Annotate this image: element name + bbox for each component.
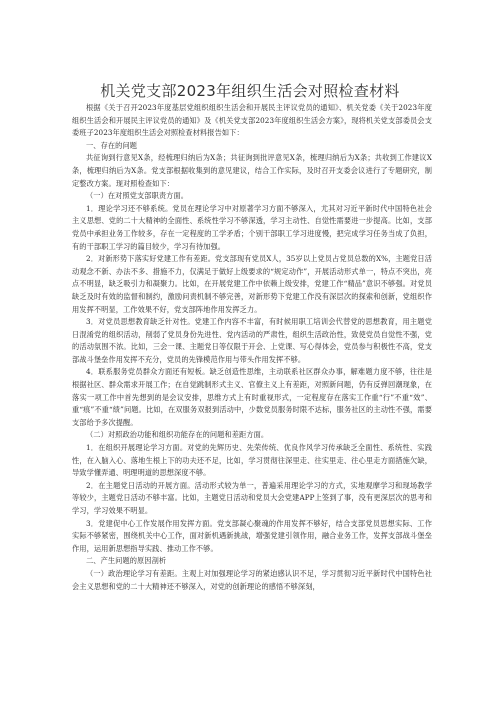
document-title: 机关党支部2023年组织生活会对照检查材料 xyxy=(100,82,400,100)
section-heading-causes: 二、产生问题的原因剖析 xyxy=(86,556,167,566)
section-heading-problems: 一、存在的问题 xyxy=(86,140,138,150)
document-body xyxy=(72,102,432,593)
paragraph-item-2b: 2．在主题党日活动的开展方面。活动形式较为单一，普遍采用理论学习的方式，实地观摩学习和现场教学等较少，主题党日活动不够丰富。比如，主题党日活动和党员大会党建APP上签到了事，没有更深层次的思考和学习，学习效果不明显。 xyxy=(72,480,432,515)
paragraph-item-3b: 3．党建促中心工作发展作用发挥方面。党支部凝心聚魂的作用发挥不够好，结合支部党员思想实际、工作实际不够紧密，围绕机关中心工作，面对新机遇新挑战，增强党建引领作用，融合业务工作，发挥支部战斗堡垒作用，运用新思想指导实践、推动工作不够。 xyxy=(72,518,432,553)
paragraph-item-3: 3．对党员思想教育缺乏针对性。党建工作内容不丰富，有时候用职工培训会代替党的思想教育，用主题党日混淆党的组织活动，削弱了党员身份先进性、党内活动的严肃性，组织生活政治性，致使党员自觉性不强，党的活动氛围不浓。比如，三会一课、主题党日等仅限于开会、上党课、写心得体会，党员参与积极性不高，党支部战斗堡垒作用发挥不充分，党员的先锋模范作用与带头作用发挥不够。 xyxy=(72,317,432,364)
paragraph-summary: 共征询到行意见X条，经梳理归纳后为X条；共征询到批评意见X条，梳理归纳后为X条；共收到工作建议X条，梳理归纳后为X条。党支部根据收集到的意见建议，结合工作实际，及时召开支委会议进行了专题研究，制定整改方案。现对照检查如下： xyxy=(72,153,432,188)
paragraph-item-1: 1．理论学习还不够系统。党员在理论学习中对原著学习方面不够深入，尤其对习近平新时代中国特色社会主义思想、党的二十大精神的全面性、系统性学习不够深透，学习主动性、自觉性需要进一步提高。比如，支部党员中承担业务工作较多，存在一定程度的工学矛盾；个别干部职工学习进度慢，把完成学习任务当成了负担，有的干部职工学习的篇目较少，学习有待加强。 xyxy=(72,203,432,251)
subheading-branch-duties: （一）在对照党支部职责方面。 xyxy=(86,191,189,201)
paragraph-item-2: 2．对新形势下落实好党建工作有差距。党支部现有党员X人，35岁以上党员占党员总数的X%，主题党日活动观念不新、办法不多、措施不力，仅满足于做好上级要求的“规定动作”，开展活动形式单一，特点不突出，亮点不明显，缺乏吸引力和凝聚力。比如，在开展党建工作中依赖上级安排，党建工作“精品”意识不够强。对党员缺乏及时有效的监督和制约，激励问责机制不够完善，对新形势下党建工作没有深层次的探索和创新，党组织作用发挥不明显，工作效果不好，党支部阵地作用发挥乏力。 xyxy=(72,254,432,314)
subheading-political-function: （二）对照政治功能和组织功能存在的问题和差距方面。 xyxy=(86,430,269,440)
paragraph-cause-1: （一）政治理论学习有差距。主观上对加强理论学习的紧迫感认识不足，学习贯彻习近平新时代中国特色社会主义思想和党的二十大精神还不够深入，对党的创新理论的感悟不够深刻， xyxy=(72,568,432,591)
paragraph-intro: 根据《关于召开2023年度基层党组织组织生活会和开展民主评议党员的通知》、机关党委《关于2023年度组织生活会和开展民主评议党员的通知》及《机关党支部2023年度组织生活会方案》，现将机关党支部委员会支委班子2023年度组织生活会对照检查材料报告如下： xyxy=(72,103,432,138)
paragraph-item-4: 4．联系服务党员群众方面还有短板。缺乏创造性思维，主动联系社区群众办事，解难题力度不够，往往是根据社区、群众需求开展工作；在自觉跳制形式主义、官僚主义上有差距，对照新问题，仍有反弹回潮现象，在落实一项工作中首先想到的是会议安排，思维方式上有时重视形式，一定程度存在落实工作重“行”不重“效”、重“痕”不重“绩”问题。比如，在双服务双报到活动中，少数党员服务时限不达标，服务社区的主动性不强，需要支部给予多次提醒。 xyxy=(72,367,432,427)
paragraph-item-1b: 1．在组织开展理论学习方面。对党的先辉历史、先荣传统、优良作风学习传承缺乏全面性、系统性、实践性，在入脑入心、落地生根上下的功夫还不足，比如，学习贯彻往深里走、往实里走、往心里走方面措施欠缺，导致学懂弄通、明理明道的思想深度不够。 xyxy=(72,443,432,478)
